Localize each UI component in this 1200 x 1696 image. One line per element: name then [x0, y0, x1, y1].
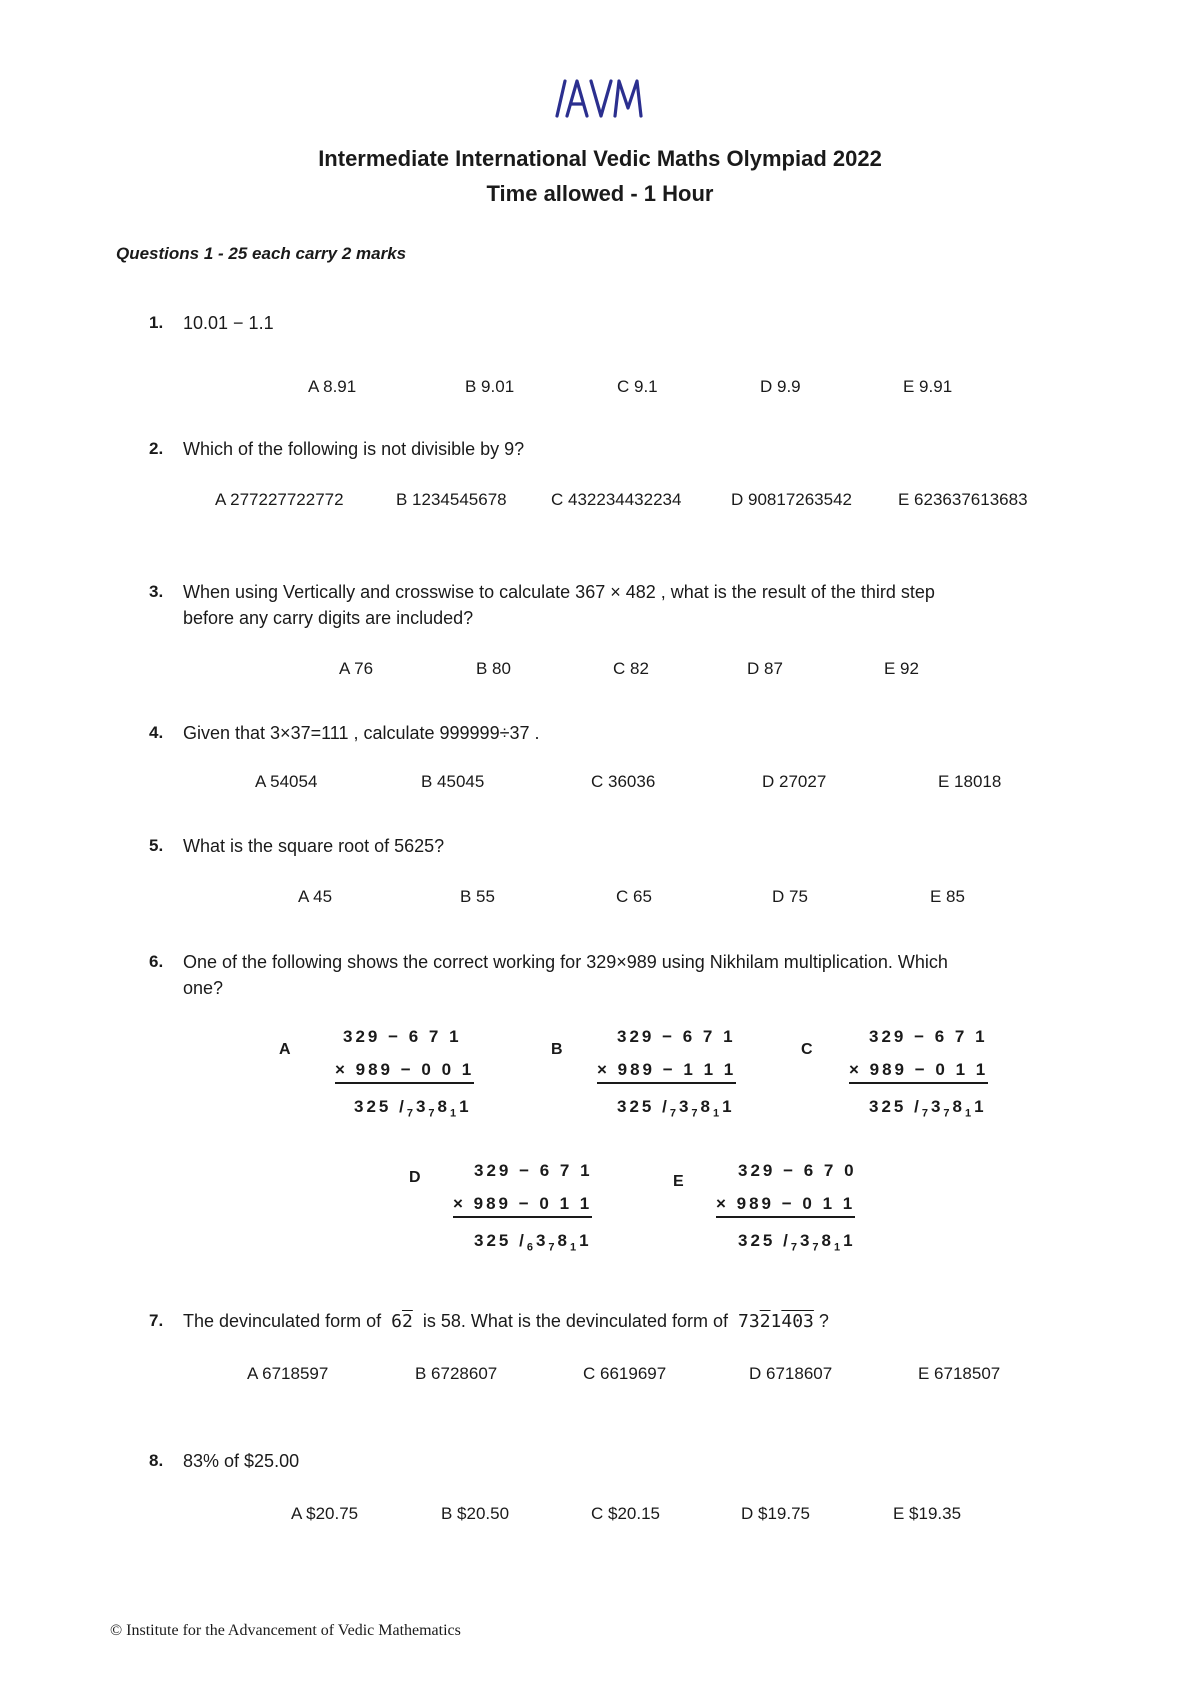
- option-a: A 45: [298, 887, 333, 906]
- option-c: C 6619697: [583, 1364, 667, 1383]
- option-a: A 8.91: [308, 377, 357, 396]
- option-d: D 6718607: [749, 1364, 833, 1383]
- option-a: A 277227722772: [215, 490, 344, 509]
- option-d: D 90817263542: [731, 490, 853, 509]
- question-text-line1: When using Vertically and crosswise to calculate 367 × 482 , what is the result of the third step: [183, 582, 935, 602]
- iavm-logo: [0, 78, 1200, 123]
- option-e: E 18018: [938, 772, 1002, 791]
- option-a: A 6718597: [247, 1364, 329, 1383]
- working-a-top: 329 − 6 7 1: [343, 1027, 462, 1046]
- question-text-line2: before any carry digits are included?: [183, 608, 474, 628]
- option-c: C 9.1: [617, 377, 658, 396]
- option-c: C 82: [613, 659, 649, 678]
- option-e: E 6718507: [918, 1364, 1001, 1383]
- option-c: C $20.15: [591, 1504, 660, 1523]
- page-subtitle: Time allowed - 1 Hour: [486, 181, 714, 206]
- question-text: 10.01 − 1.1: [183, 313, 274, 333]
- working-c-mid: × 989 − 0 1 1: [849, 1060, 988, 1084]
- option-c: C 36036: [591, 772, 656, 791]
- working-b-result: 325 $/_73_78_11$: [617, 1097, 735, 1120]
- instructions: Questions 1 - 25 each carry 2 marks: [116, 244, 407, 263]
- question-number: 4.: [149, 723, 164, 742]
- option-b: B 1234545678: [396, 490, 507, 509]
- option-d: D 75: [772, 887, 808, 906]
- question-text-line1: One of the following shows the correct working for 329×989 using Nikhilam multiplication. Which: [183, 952, 948, 972]
- option-a: A $20.75: [291, 1504, 359, 1523]
- working-d-mid: × 989 − 0 1 1: [453, 1194, 592, 1218]
- question-text: What is the square root of 5625?: [183, 836, 445, 856]
- working-d-result: 325 $/_63_78_11$: [474, 1231, 592, 1254]
- option-e: E $19.35: [893, 1504, 962, 1523]
- option-b: B 9.01: [465, 377, 515, 396]
- working-label-d: D: [409, 1169, 421, 1186]
- question-text: Which of the following is not divisible by 9?: [183, 439, 525, 459]
- option-b: B 80: [476, 659, 511, 678]
- working-c-result: 325 $/_73_78_11$: [869, 1097, 987, 1120]
- working-e-top: 329 − 6 7 0: [738, 1161, 857, 1180]
- option-b: B 6728607: [415, 1364, 498, 1383]
- question-number: 8.: [149, 1451, 164, 1470]
- question-text: Given that 3×37=111 , calculate 999999÷37 .: [183, 723, 540, 743]
- question-number: 6.: [149, 952, 164, 971]
- working-e-mid: × 989 − 0 1 1: [716, 1194, 855, 1218]
- question-number: 2.: [149, 439, 164, 458]
- working-b-top: 329 − 6 7 1: [617, 1027, 736, 1046]
- working-label-e: E: [673, 1173, 684, 1190]
- working-b-mid: × 989 − 1 1 1: [597, 1060, 736, 1084]
- option-b: B $20.50: [441, 1504, 510, 1523]
- logo-mark-icon: [555, 78, 645, 118]
- option-b: B 45045: [421, 772, 485, 791]
- question-text: The devinculated form of 62 is 58. What is the devinculated form of 7321403 ?: [183, 1311, 829, 1332]
- option-d: D $19.75: [741, 1504, 810, 1523]
- question-number: 5.: [149, 836, 164, 855]
- option-d: D 87: [747, 659, 783, 678]
- option-e: E 9.91: [903, 377, 953, 396]
- option-c: C 432234432234: [551, 490, 682, 509]
- option-d: D 9.9: [760, 377, 801, 396]
- question-text: 83% of $25.00: [183, 1451, 300, 1471]
- footer-copyright: © Institute for the Advancement of Vedic Mathematics: [110, 1622, 461, 1639]
- option-b: B 55: [460, 887, 495, 906]
- working-a-mid: × 989 − 0 0 1: [335, 1060, 474, 1084]
- working-label-b: B: [551, 1041, 563, 1058]
- working-e-result: 325 $/_73_78_11$: [738, 1231, 856, 1254]
- working-label-c: C: [801, 1041, 813, 1058]
- question-text-line2: one?: [183, 978, 224, 998]
- question-number: 1.: [149, 313, 164, 332]
- working-label-a: A: [279, 1041, 291, 1058]
- working-a-result: 325 $/_73_78_11$: [354, 1097, 472, 1120]
- working-d-top: 329 − 6 7 1: [474, 1161, 593, 1180]
- option-e: E 623637613683: [898, 490, 1028, 509]
- option-a: A 54054: [255, 772, 318, 791]
- option-e: E 92: [884, 659, 919, 678]
- question-number: 3.: [149, 582, 164, 601]
- working-c-top: 329 − 6 7 1: [869, 1027, 988, 1046]
- question-number: 7.: [149, 1311, 164, 1330]
- option-e: E 85: [930, 887, 965, 906]
- option-d: D 27027: [762, 772, 827, 791]
- option-c: C 65: [616, 887, 652, 906]
- page-title: Intermediate International Vedic Maths Olympiad 2022: [318, 146, 882, 171]
- option-a: A 76: [339, 659, 374, 678]
